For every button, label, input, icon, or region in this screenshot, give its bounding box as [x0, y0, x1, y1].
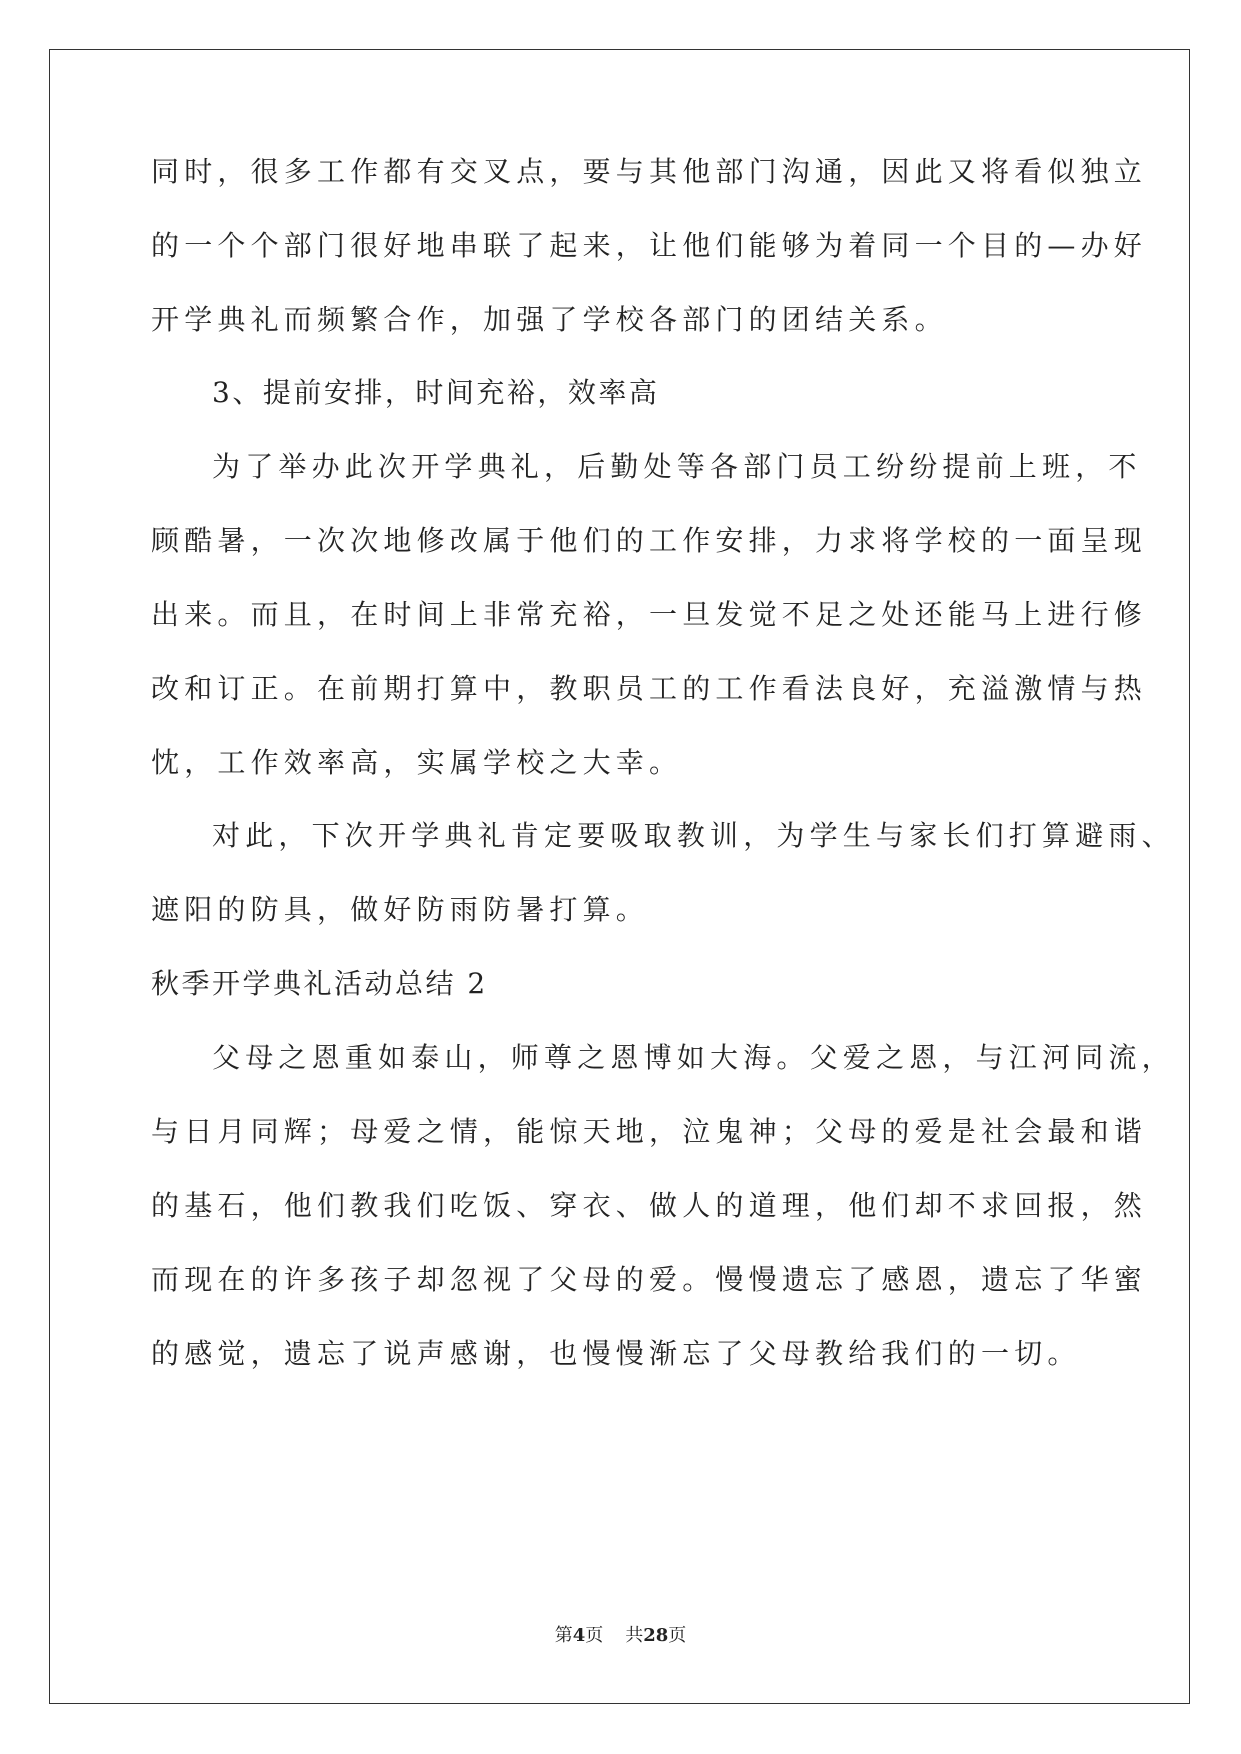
- paragraph-2-line-5: 忱，工作效率高，实属学校之大幸。: [151, 746, 683, 779]
- article-title: 秋季开学典礼活动总结 2: [151, 967, 488, 1000]
- paragraph-2-line-3: 出来。而且，在时间上非常充裕，一旦发觉不足之处还能马上进行修: [151, 598, 1148, 631]
- paragraph-1-line-2: 的一个个部门很好地串联了起来，让他们能够为着同一个目的—办好: [151, 229, 1148, 262]
- paragraph-4-line-4: 而现在的许多孩子却忽视了父母的爱。慢慢遗忘了感恩，遗忘了华蜜: [151, 1263, 1148, 1296]
- paragraph-4-line-1: 父母之恩重如泰山，师尊之恩博如大海。父爱之恩，与江河同流，: [212, 1041, 1175, 1074]
- paragraph-2-line-2: 顾酷暑，一次次地修改属于他们的工作安排，力求将学校的一面呈现: [151, 524, 1148, 557]
- paragraph-4-line-3: 的基石，他们教我们吃饭、穿衣、做人的道理，他们却不求回报，然: [151, 1189, 1148, 1222]
- page-border: [49, 49, 1190, 1704]
- paragraph-4-line-2: 与日月同辉；母爱之情，能惊天地，泣鬼神；父母的爱是社会最和谐: [151, 1115, 1148, 1148]
- paragraph-2-line-1: 为了举办此次开学典礼，后勤处等各部门员工纷纷提前上班，不: [212, 450, 1142, 483]
- paragraph-2-line-4: 改和订正。在前期打算中，教职员工的工作看法良好，充溢激情与热: [151, 672, 1148, 705]
- total-suffix: 页: [668, 1625, 687, 1646]
- paragraph-1-line-3: 开学典礼而频繁合作，加强了学校各部门的团结关系。: [151, 303, 948, 336]
- paragraph-3-line-2: 遮阳的防具，做好防雨防暑打算。: [151, 893, 650, 926]
- total-prefix: 共: [625, 1625, 644, 1646]
- page-prefix: 第: [554, 1625, 573, 1646]
- page-number: 4: [572, 1625, 586, 1646]
- total-pages: 28: [643, 1625, 669, 1646]
- page-suffix: 页: [585, 1625, 604, 1646]
- paragraph-4-line-5: 的感觉，遗忘了说声感谢，也慢慢渐忘了父母教给我们的一切。: [151, 1337, 1081, 1370]
- paragraph-3-line-1: 对此，下次开学典礼肯定要吸取教训，为学生与家长们打算避雨、: [212, 819, 1175, 852]
- page-footer: [0, 1624, 1241, 1648]
- paragraph-1-line-1: 同时，很多工作都有交叉点，要与其他部门沟通，因此又将看似独立: [151, 155, 1148, 188]
- section-heading-3: 3、提前安排，时间充裕，效率高: [212, 376, 660, 409]
